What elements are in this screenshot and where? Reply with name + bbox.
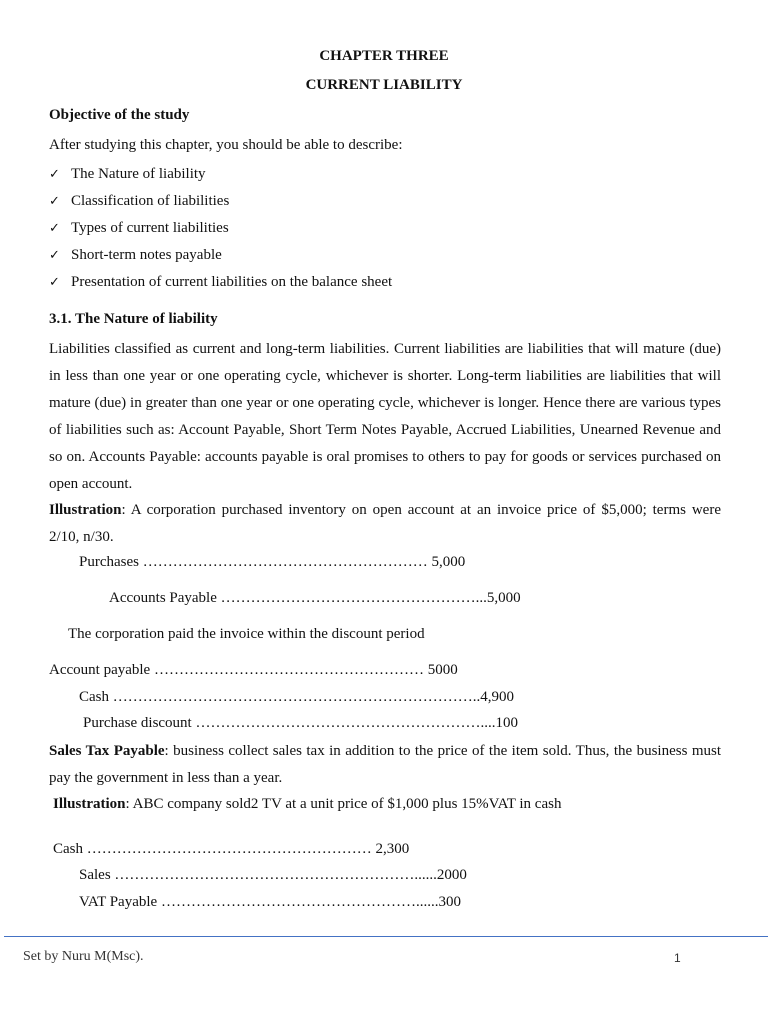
illustration-text: : A corporation purchased inventory on open account at an invoice price of $5,000; terms were 2/10, n/30. <box>49 502 721 545</box>
check-icon: ✓ <box>49 248 60 263</box>
illustration-label: Illustration <box>49 502 122 518</box>
objective-heading: Objective of the study <box>49 107 190 123</box>
chapter-title: CHAPTER THREE <box>319 48 449 64</box>
sales-tax-paragraph <box>49 738 721 792</box>
check-icon: ✓ <box>49 275 60 290</box>
section-paragraph: Liabilities classified as current and long-term liabilities. Current liabilities are liabilities that will mature (due) in less than one year or one operating cycle, whichever is shorter. Long-term liabilities are liabilities that will mature (due) in greater than one year or one operating cycle, whichever is longer. Hence there are various types of liabilities such as: Account Payable, Short Term Notes Payable, Accrued Liabilities, Unearned Revenue and so on. Accounts Payable: accounts payable is oral promises to others to pay for goods or services purchased on open account. <box>49 341 721 492</box>
journal-line-accounts-payable: Accounts Payable ……………………………………………...5,000 <box>109 590 521 606</box>
sales-tax-label: Sales Tax Payable <box>49 743 165 759</box>
journal-line-cash-2: Cash ………………………………………………… 2,300 <box>53 841 410 857</box>
check-icon: ✓ <box>49 194 60 209</box>
sales-tax-text: : business collect sales tax in addition to the price of the item sold. Thus, the business must pay the government in less than a year. <box>49 743 722 786</box>
list-item <box>49 166 206 183</box>
objective-intro: After studying this chapter, you should be able to describe: <box>49 137 403 153</box>
journal-line-purchases: Purchases ………………………………………………… 5,000 <box>79 554 466 570</box>
page-number: 1 <box>674 951 681 965</box>
check-icon: ✓ <box>49 221 60 236</box>
chapter-subtitle: CURRENT LIABILITY <box>305 77 463 93</box>
footer-author: Set by Nuru M(Msc). <box>23 949 144 964</box>
check-icon: ✓ <box>49 167 60 182</box>
journal-line-vat-payable: VAT Payable ……………………………………………......300 <box>79 894 461 910</box>
list-item <box>49 247 222 264</box>
illustration-label: Illustration <box>53 796 126 812</box>
list-item <box>49 193 229 210</box>
list-item <box>49 274 392 291</box>
objective-text: Presentation of current liabilities on the balance sheet <box>71 274 393 290</box>
illustration-paragraph-2 <box>53 796 561 813</box>
list-item <box>49 220 229 237</box>
journal-line-account-payable: Account payable ……………………………………………… 5000 <box>49 662 458 678</box>
journal-line-sales: Sales ……………………………………………………......2000 <box>79 867 467 883</box>
objective-text: The Nature of liability <box>71 166 206 182</box>
journal-line-purchase-discount: Purchase discount …………………………………………………....100 <box>83 715 518 731</box>
footer-divider <box>4 936 768 937</box>
objective-text: Types of current liabilities <box>71 220 229 236</box>
illustration-paragraph <box>49 497 721 551</box>
discount-note: The corporation paid the invoice within the discount period <box>68 626 425 642</box>
section-heading: 3.1. The Nature of liability <box>49 311 218 327</box>
illustration-text: : ABC company sold2 TV at a unit price of $1,000 plus 15%VAT in cash <box>125 796 562 812</box>
objective-text: Short-term notes payable <box>71 247 222 263</box>
objective-text: Classification of liabilities <box>71 193 230 209</box>
journal-line-cash: Cash ………………………………………………………………..4,900 <box>79 689 514 705</box>
